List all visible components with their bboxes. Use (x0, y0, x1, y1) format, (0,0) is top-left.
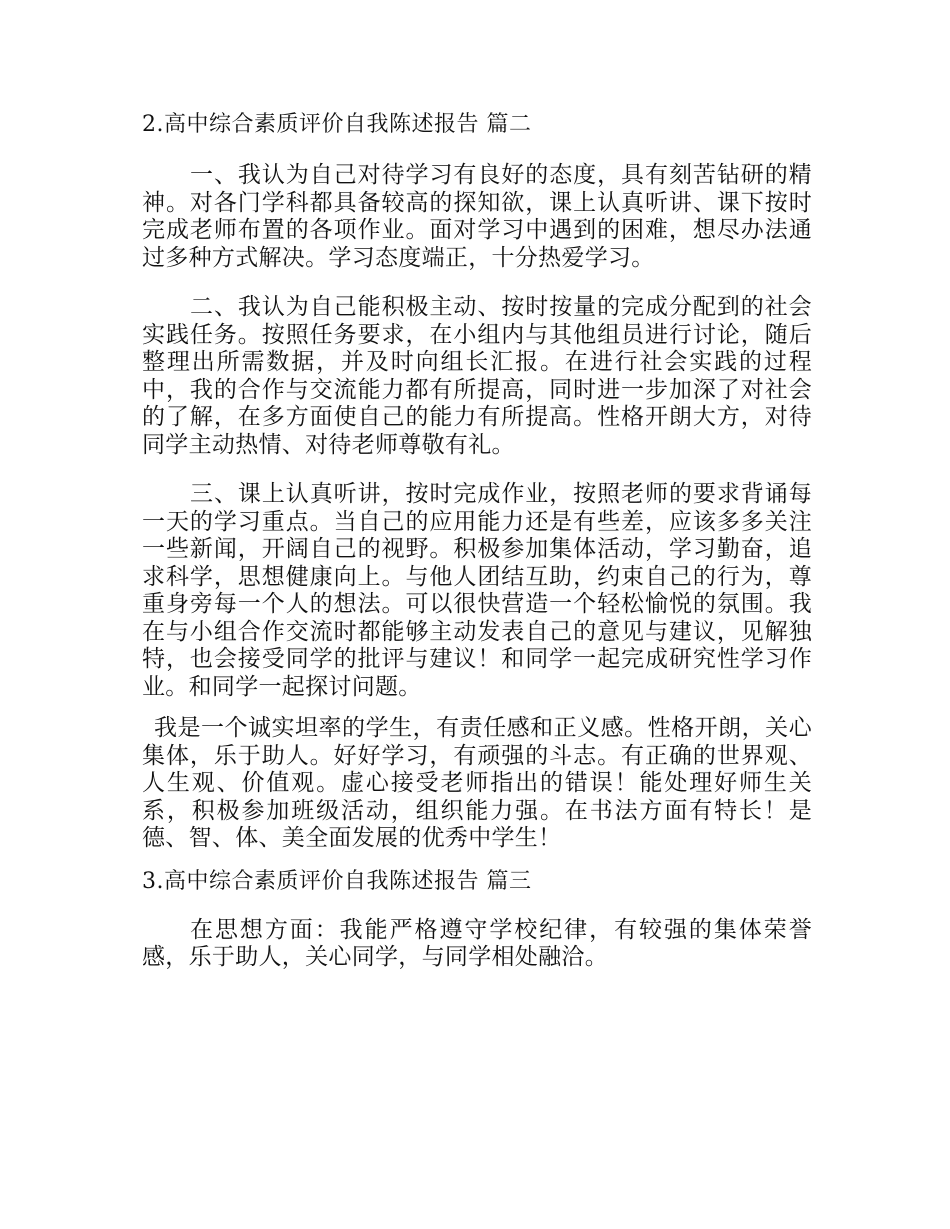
paragraph-ideology: 在思想方面：我能严格遵守学校纪律，有较强的集体荣誉感，乐于助人，关心同学，与同学相处融洽。 (142, 916, 812, 970)
section-heading-2: 2.高中综合素质评价自我陈述报告 篇二 (142, 112, 532, 137)
paragraph-class-performance: 三、课上认真听讲，按时完成作业，按照老师的要求背诵每一天的学习重点。当自己的应用能力还是有些差，应该多多关注一些新闻，开阔自己的视野。积极参加集体活动，学习勤奋，追求科学，思想健康向上。与他人团结互助，约束自己的行为，尊重身旁每一个人的想法。可以很快营造一个轻松愉悦的氛围。我在与小组合作交流时都能够主动发表自己的意见与建议，见解独特，也会接受同学的批评与建议！和同学一起完成研究性学习作业。和同学一起探讨问题。 (142, 481, 812, 700)
paragraph-self-summary: 我是一个诚实坦率的学生，有责任感和正义感。性格开朗，关心集体，乐于助人。好好学习，有顽强的斗志。有正确的世界观、人生观、价值观。虚心接受老师指出的错误！能处理好师生关系，积极参加班级活动，组织能力强。在书法方面有特长！是德、智、体、美全面发展的优秀中学生！ (142, 715, 812, 851)
paragraph-social-practice: 二、我认为自己能积极主动、按时按量的完成分配到的社会实践任务。按照任务要求，在小组内与其他组员进行讨论，随后整理出所需数据，并及时向组长汇报。在进行社会实践的过程中，我的合作与交流能力都有所提高，同时进一步加深了对社会的了解，在多方面使自己的能力有所提高。性格开朗大方，对待同学主动热情、对待老师尊敬有礼。 (142, 294, 812, 458)
section-heading-3: 3.高中综合素质评价自我陈述报告 篇三 (142, 868, 532, 894)
paragraph-learning-attitude: 一、我认为自己对待学习有良好的态度，具有刻苦钻研的精神。对各门学科都具备较高的探知欲，课上认真听讲、课下按时完成老师布置的各项作业。面对学习中遇到的困难，想尽办法通过多种方式解决。学习态度端正，十分热爱学习。 (142, 162, 812, 271)
document-content (142, 110, 812, 972)
